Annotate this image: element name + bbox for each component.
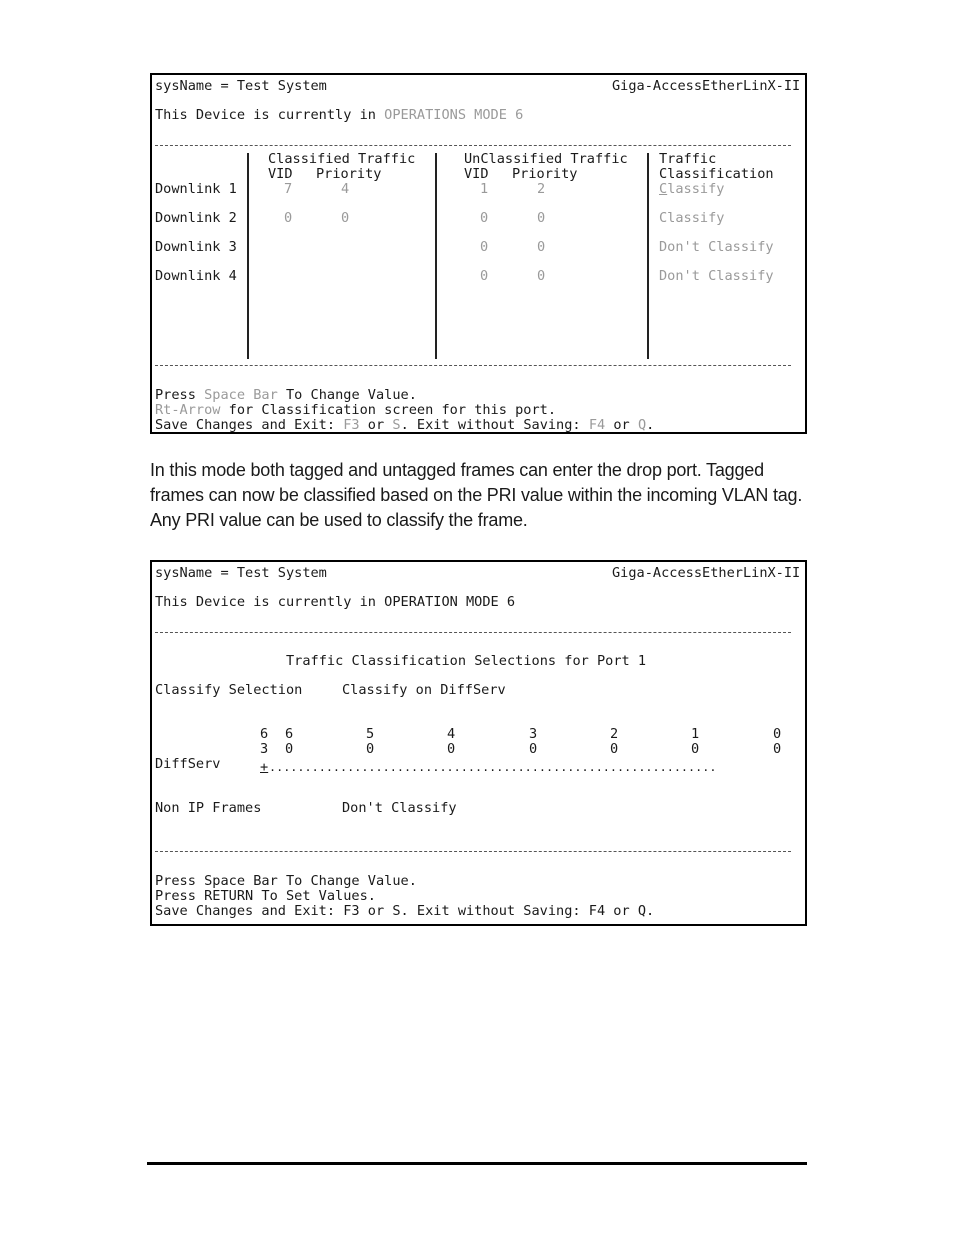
unclassified-vid-cell[interactable]: 0 [480,210,489,226]
column-separator [247,153,249,359]
sysname-text: sysName = Test System [155,78,327,94]
body-paragraph: In this mode both tagged and untagged frames can enter the drop port. Tagged frames can now be classified based on the PRI value within the incoming VLAN tag. Any PRI value can be used to classify the frame. [150,460,803,530]
product-name: Giga-AccessEtherLinX-II [612,78,801,94]
device-mode-value: OPERATIONS MODE 6 [384,107,524,123]
unclassified-priority-cell[interactable]: 2 [537,181,546,197]
scale-tick: 0 [773,726,782,742]
classified-priority-cell[interactable]: 4 [341,181,350,197]
unclassified-vid-cell[interactable]: 1 [480,181,489,197]
row-label-downlink-1: Downlink 1 [155,181,237,197]
diffserv-label: DiffServ [155,756,221,772]
classification-cell[interactable]: Don't Classify [659,239,774,255]
scale-tick: 2 [610,726,619,742]
scale-tick: 6 [260,726,269,742]
classified-vid-cell[interactable]: 0 [284,210,293,226]
divider-top [155,632,791,633]
help-line-1: Press Space Bar To Change Value. [155,873,417,889]
header-traffic: Traffic [659,151,717,167]
cursor-char: C [659,181,668,197]
non-ip-frames-label: Non IP Frames [155,800,262,816]
divider-bottom [155,851,791,852]
diffserv-cursor[interactable]: + [260,759,269,775]
terminal-screen-1 [150,73,807,434]
divider-top [155,145,791,146]
help-line-1: Press Space Bar To Change Value. [155,387,417,403]
non-ip-frames-value[interactable]: Don't Classify [342,800,457,816]
footer-rule [147,1162,807,1165]
scale-tick: 0 [691,741,700,757]
scale-tick: 0 [366,741,375,757]
unclassified-priority-cell[interactable]: 0 [537,239,546,255]
classification-cell[interactable]: Don't Classify [659,268,774,284]
help-line-2: Rt-Arrow for Classification screen for this port. [155,402,557,418]
header-classification: Classification [659,166,774,182]
header-priority: Priority [316,166,382,182]
scale-tick: 4 [447,726,456,742]
row-label-downlink-3: Downlink 3 [155,239,237,255]
product-name: Giga-AccessEtherLinX-II [612,565,801,581]
diffserv-value-map[interactable]: ............................................................... [269,760,717,774]
scale-tick: 6 [285,726,294,742]
scale-tick: 0 [610,741,619,757]
help-line-3: Save Changes and Exit: F3 or S. Exit without Saving: F4 or Q. [155,903,655,919]
screen-heading: Traffic Classification Selections for Port 1 [286,653,647,669]
terminal-screen-2 [150,560,807,926]
classification-cell[interactable]: Classify [659,210,725,226]
classify-selection-value[interactable]: Classify on DiffServ [342,682,506,698]
classify-selection-label: Classify Selection [155,682,303,698]
device-mode-line: This Device is currently in OPERATIONS MODE 6 [155,107,524,123]
unclassified-priority-cell[interactable]: 0 [537,268,546,284]
header-unclassified-traffic: UnClassified Traffic [464,151,628,167]
classified-vid-cell[interactable]: 7 [284,181,293,197]
classified-priority-cell[interactable]: 0 [341,210,350,226]
header-vid: VID [464,166,489,182]
scale-tick: 3 [260,741,269,757]
scale-tick: 0 [285,741,294,757]
device-mode-value: OPERATION MODE 6 [384,594,516,610]
scale-tick: 0 [447,741,456,757]
row-label-downlink-4: Downlink 4 [155,268,237,284]
row-label-downlink-2: Downlink 2 [155,210,237,226]
scale-tick: 1 [691,726,700,742]
scale-tick: 0 [529,741,538,757]
header-priority: Priority [512,166,578,182]
scale-tick: 0 [773,741,782,757]
scale-tick: 3 [529,726,538,742]
column-separator [647,153,649,359]
header-vid: VID [268,166,293,182]
sysname-text: sysName = Test System [155,565,327,581]
scale-tick: 5 [366,726,375,742]
help-line-2: Press RETURN To Set Values. [155,888,376,904]
unclassified-vid-cell[interactable]: 0 [480,268,489,284]
unclassified-vid-cell[interactable]: 0 [480,239,489,255]
device-mode-line: This Device is currently in OPERATION MODE 6 [155,594,516,610]
help-line-3: Save Changes and Exit: F3 or S. Exit without Saving: F4 or Q. [155,417,655,433]
header-classified-traffic: Classified Traffic [268,151,416,167]
classification-cell-selected[interactable]: Classify [659,181,725,197]
column-separator [435,153,437,359]
unclassified-priority-cell[interactable]: 0 [537,210,546,226]
divider-bottom [155,365,791,366]
